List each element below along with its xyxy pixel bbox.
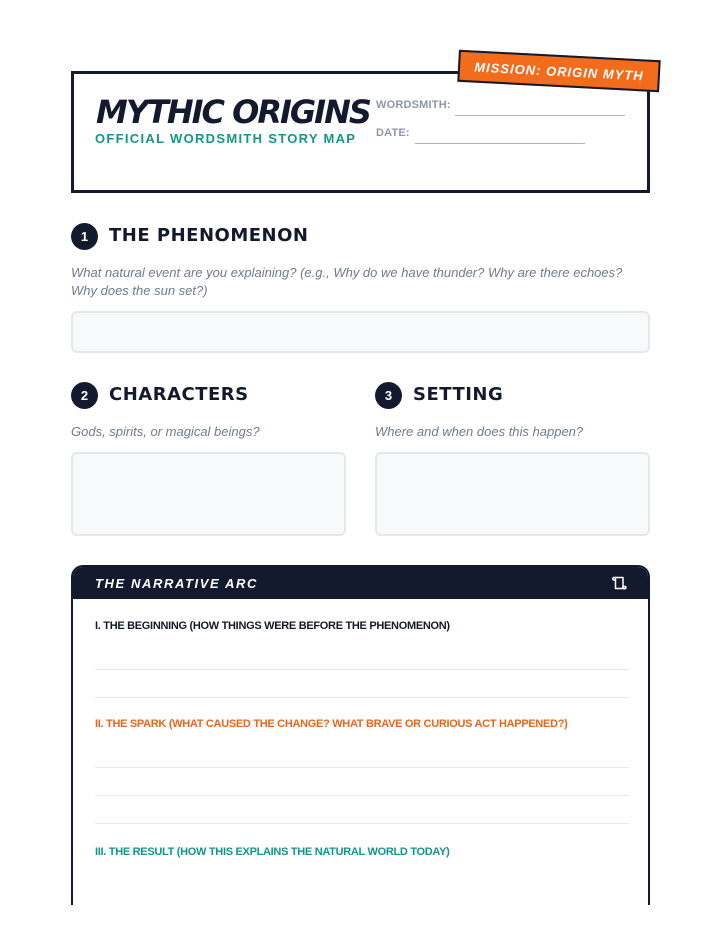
arc-stage-result-label: III. THE RESULT (HOW THIS EXPLAINS THE NATURAL WORLD TODAY) [95, 846, 450, 858]
page-title: MYTHIC ORIGINS [96, 93, 370, 131]
section-title-setting: SETTING [413, 384, 504, 405]
setting-prompt: Where and when does this happen? [375, 424, 584, 439]
characters-prompt: Gods, spirits, or magical beings? [71, 424, 260, 439]
arc-writing-line[interactable] [95, 669, 629, 670]
phenomenon-prompt: What natural event are you explaining? (e.g., Why do we have thunder? Why are there echoes? Why does the sun set?) [71, 265, 623, 298]
scroll-icon [610, 574, 628, 592]
section-title-characters: CHARACTERS [109, 384, 249, 405]
date-label: DATE: [376, 127, 410, 139]
arc-stage-beginning-label: I. THE BEGINNING (HOW THINGS WERE BEFORE THE PHENOMENON) [95, 620, 450, 632]
narrative-arc-header [73, 567, 648, 599]
arc-writing-line[interactable] [95, 697, 629, 698]
characters-answer-box[interactable] [71, 452, 346, 536]
arc-writing-line[interactable] [95, 823, 629, 824]
mission-tag: MISSION: ORIGIN MYTH [457, 50, 660, 93]
arc-stage-spark-label: II. THE SPARK (WHAT CAUSED THE CHANGE? WHAT BRAVE OR CURIOUS ACT HAPPENED?) [95, 718, 568, 730]
arc-writing-line[interactable] [95, 795, 629, 796]
date-field[interactable] [415, 143, 585, 144]
page-subtitle: OFFICIAL WORDSMITH STORY MAP [95, 131, 357, 146]
section-number-3: 3 [375, 382, 402, 409]
narrative-arc-panel [71, 565, 650, 905]
section-title-phenomenon: THE PHENOMENON [109, 225, 309, 246]
section-number-2: 2 [71, 382, 98, 409]
section-number-1: 1 [71, 223, 98, 250]
phenomenon-answer-box[interactable] [71, 311, 650, 353]
arc-writing-line[interactable] [95, 767, 629, 768]
wordsmith-field[interactable] [455, 115, 625, 116]
setting-answer-box[interactable] [375, 452, 650, 536]
wordsmith-label: WORDSMITH: [376, 99, 451, 111]
narrative-arc-title: THE NARRATIVE ARC [95, 575, 258, 591]
